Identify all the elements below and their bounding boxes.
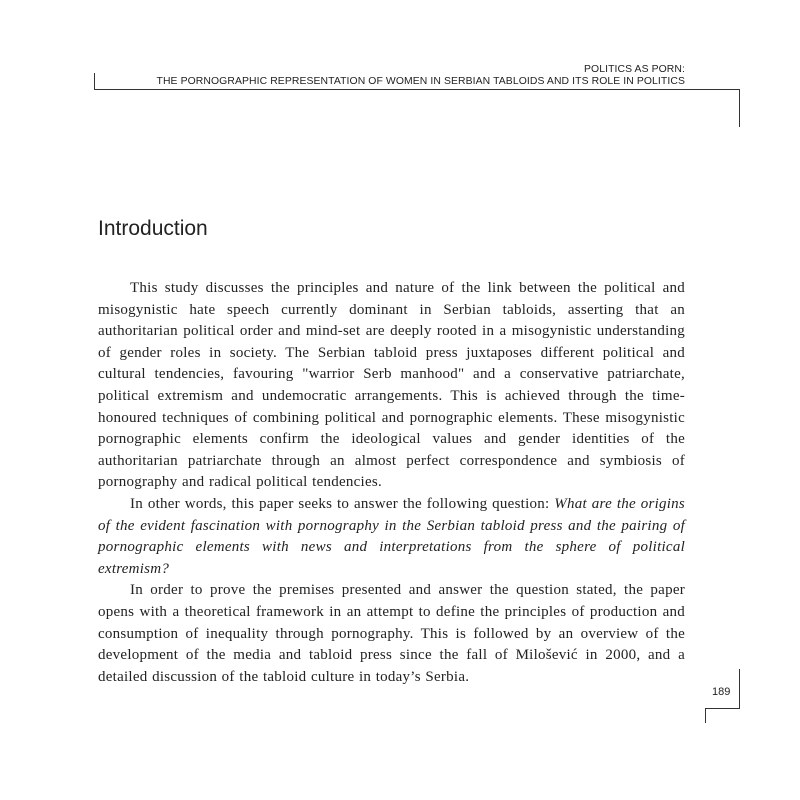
paragraph-1: This study discusses the principles and nature of the link between the political and misogynistic hate speech currently dominant in Serbian tabloids, asserting that an authoritarian political order and mind-set are deeply rooted in a misogynistic understanding of gender roles in society. The Serbian tabloid press juxtaposes different political and cultural tendencies, favouring "warrior Serb manhood" and a conservative patriarchate, political extremism and undemocratic arrangements. This is achieved through the time-honoured techniques of combining political and pornographic elements. These misogynistic pornographic elements confirm the ideological values and gender identities of the authoritarian patriarchate through an almost perfect correspondence and symbiosis of pornography and radical political tendencies.: [98, 280, 685, 491]
paragraph-2-lead: In other words, this paper seeks to answer the following question:: [130, 495, 555, 512]
paragraph-3: In order to prove the premises presented and answer the question stated, the paper opens with a theoretical framework in an attempt to define the principles of production and consumption of inequality through pornography. This is followed by an overview of the development of the media and tabloid press since the fall of Milošević in 2000, and a detailed discussion of the tabloid culture in today’s Serbia.: [98, 582, 685, 685]
running-header: [100, 64, 685, 88]
footer-rule-horizontal: [705, 708, 740, 709]
paragraph-2: [98, 494, 685, 580]
header-rule-left: [94, 73, 95, 89]
page-number: 189: [712, 686, 731, 698]
footer-rule-vertical: [739, 669, 740, 709]
research-question: What are the origins of the evident fascination with pornography in the Serbian tabloid press and the pairing of pornographic elements with news and interpretations from the sphere of political extremism?: [98, 495, 685, 577]
footer-rule-tick: [705, 708, 706, 723]
body-text: [98, 278, 685, 688]
running-header-line-2: THE PORNOGRAPHIC REPRESENTATION OF WOMEN IN SERBIAN TABLOIDS AND ITS ROLE IN POLITICS: [156, 76, 685, 87]
running-header-line-1: POLITICS AS PORN:: [583, 64, 685, 75]
header-rule-right: [739, 89, 740, 127]
section-title: Introduction: [98, 217, 208, 240]
header-rule: [94, 89, 740, 90]
